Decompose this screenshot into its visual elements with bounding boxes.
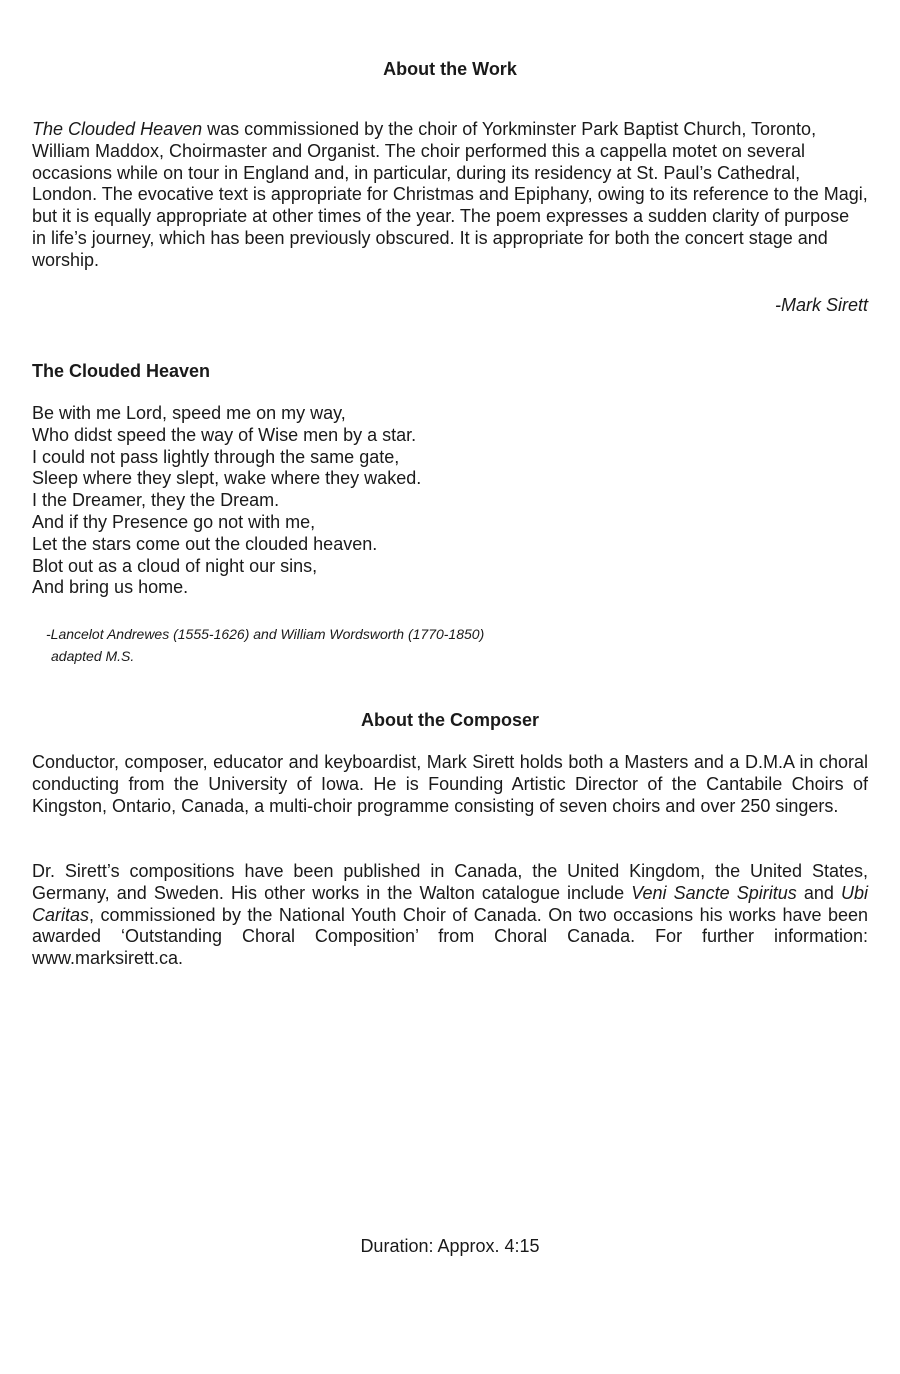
- poem-line: Be with me Lord, speed me on my way,: [32, 403, 346, 423]
- author-signature: -Mark Sirett: [774, 295, 868, 315]
- composer-paragraph-2: [32, 861, 868, 970]
- work-title-ubi: Ubi Caritas: [32, 882, 868, 925]
- document-page: [32, 0, 868, 1374]
- composer-p2-text: Dr. Sirett’s compositions have been published in Canada, the United Kingdom, the United States, Germany, and Sweden. His other works in the Walton catalogue include: [32, 861, 868, 903]
- composer-p2-text: and: [796, 882, 841, 903]
- poem-line: And bring us home.: [32, 577, 189, 598]
- work-title: The Clouded Heaven: [32, 119, 203, 139]
- poem-line: And if thy Presence go not with me,: [32, 511, 316, 532]
- poem-text: [32, 403, 868, 599]
- about-work-paragraph: [32, 119, 868, 272]
- about-work-body: was commissioned by the choir of Yorkminster Park Baptist Church, Toronto, William Maddox, Choirmaster and Organist. The choir performed this a cappella motet on several occasions while on tour in England and, in particular, during its residency at St. Paul’s Cathedral, London. The evocative text is appropriate for Christmas and Epiphany, owing to its reference to the Magi, but it is equally appropriate at other times of the year. The poem expresses a sudden clarity of purpose in life’s journey, which has been previously obscured. It is appropriate for both the concert stage and worship.: [32, 119, 868, 270]
- poem-credit-adaptation: adapted M.S.: [51, 648, 135, 664]
- poem-credit-authors: -Lancelot Andrewes (1555-1626) and William Wordsworth (1770-1850): [46, 626, 485, 642]
- poem-heading: The Clouded Heaven: [32, 361, 211, 381]
- about-composer-heading: About the Composer: [361, 710, 539, 730]
- composer-paragraph-1: Conductor, composer, educator and keyboardist, Mark Sirett holds both a Masters and a D.M.A in choral conducting from the University of Iowa. He is Founding Artistic Director of the Cantabile Choirs of Kingston, Ontario, Canada, a multi-choir programme consisting of seven choirs and over 250 singers.: [32, 752, 868, 816]
- poem-line: I the Dreamer, they the Dream.: [32, 490, 280, 511]
- poem-line: Sleep where they slept, wake where they waked.: [32, 468, 422, 489]
- about-work-heading: About the Work: [383, 59, 517, 79]
- poem-line: I could not pass lightly through the same gate,: [32, 446, 400, 467]
- poem-credit: [46, 623, 868, 667]
- poem-line: Let the stars come out the clouded heaven.: [32, 533, 378, 554]
- work-title-veni: Veni Sancte Spiritus: [631, 882, 797, 903]
- composer-p2-text: , commissioned by the National Youth Choir of Canada. On two occasions his works have been awarded ‘Outstanding Choral Composition’ from Choral Canada. For further information: www.marksirett.ca.: [32, 904, 868, 969]
- poem-line: Who didst speed the way of Wise men by a star.: [32, 424, 417, 445]
- duration-note: Duration: Approx. 4:15: [360, 1236, 540, 1256]
- poem-line: Blot out as a cloud of night our sins,: [32, 555, 318, 576]
